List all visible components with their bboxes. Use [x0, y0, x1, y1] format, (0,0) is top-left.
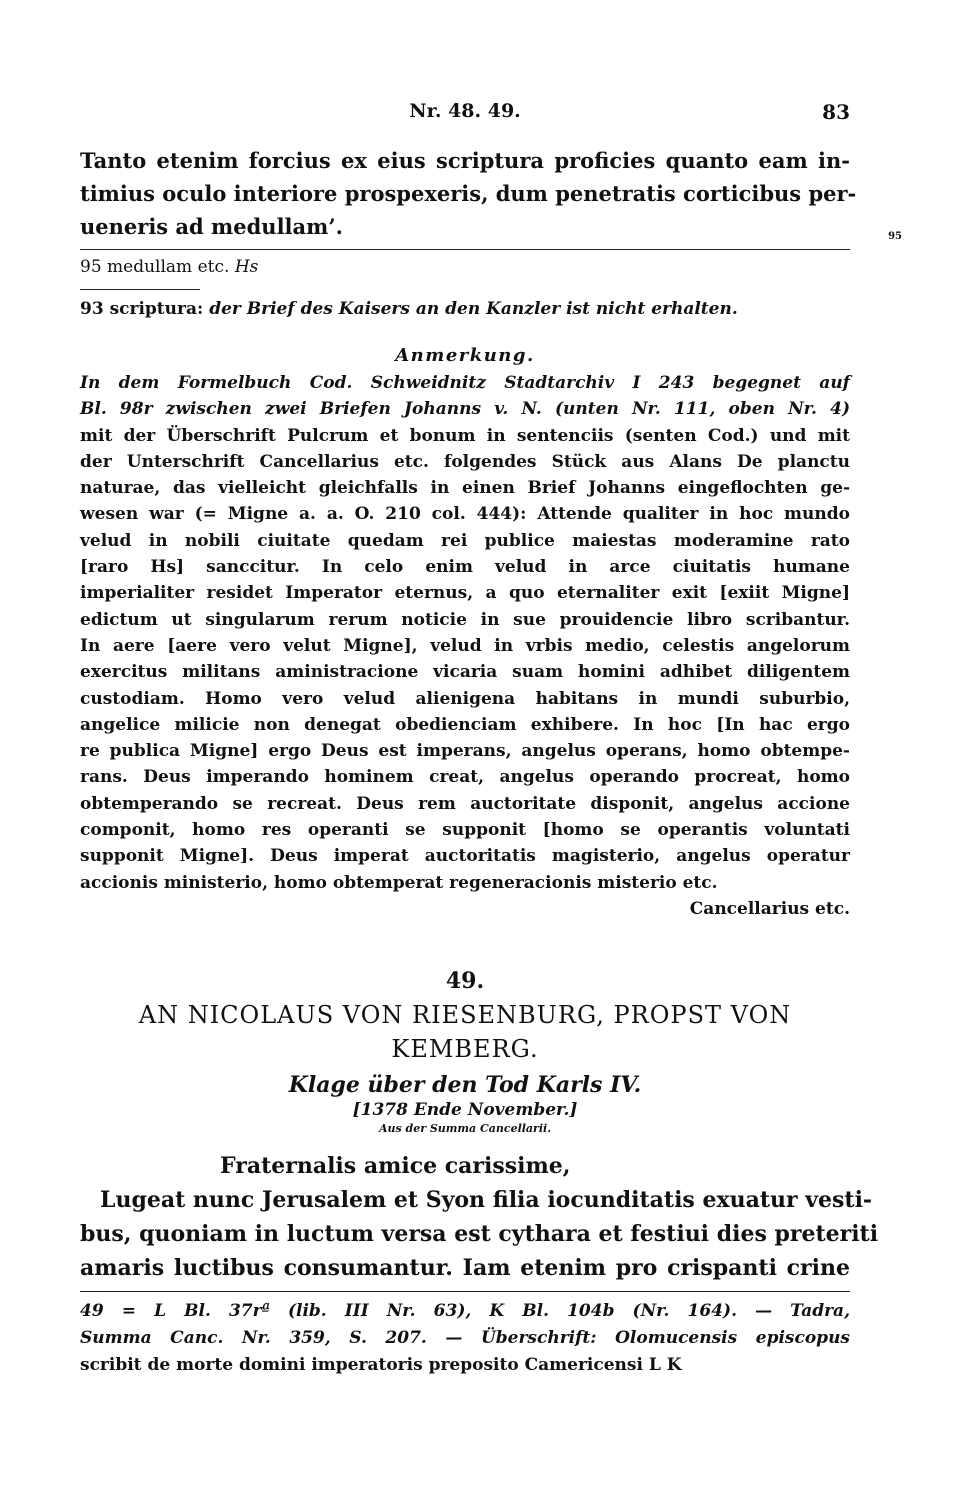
footnote-49-line: 49 = L Bl. 37rª (lib. III Nr. 63), K Bl. 104b (Nr. 164). — Tadra, — [80, 1301, 850, 1322]
anmerkung-line: custodiam. Homo vero velud alienigena habitans in mundi suburbio, — [80, 688, 850, 709]
letter-body — [80, 1183, 879, 1285]
footnote-49-line: scribit de morte domini imperatoris preposito Camericensi L K — [80, 1355, 682, 1376]
page-number: 83 — [822, 100, 850, 124]
page — [80, 100, 902, 1379]
anmerkung-line: Bl. 98r zwischen zwei Briefen Johanns v. N. (unten Nr. 111, oben Nr. 4) — [80, 399, 850, 420]
letter-title-line: AN NICOLAUS VON RIESENBURG, PROPST VON — [138, 1001, 792, 1030]
letter-line: bus, quoniam in luctum versa est cythara et festiui dies preteriti — [80, 1221, 879, 1248]
main-text-line: timius oculo interiore prospexeris, dum penetratis corticibus per- — [80, 181, 857, 206]
main-text-line: ueneris ad medullam’. — [80, 214, 343, 239]
footnote-rule — [80, 289, 200, 290]
anmerkung-closing: Cancellarius etc. — [689, 898, 850, 919]
margin-line-number: 95 — [888, 231, 902, 242]
footnote-93 — [80, 296, 850, 323]
letter-line: Lugeat nunc Jerusalem et Syon filia iocunditatis exuatur vesti- — [100, 1187, 873, 1214]
running-title: Nr. 48. 49. — [409, 100, 521, 122]
anmerkung-line: angelice milicie non denegat obedienciam exhibere. In hoc [In hac ergo — [80, 714, 850, 735]
footnote-49 — [80, 1298, 850, 1379]
footnote-93-lemma: 93 scriptura: — [80, 299, 210, 319]
letter-number: 49. — [445, 968, 485, 995]
letter-salutation: Fraternalis amice carissime, — [220, 1153, 571, 1180]
footnote-93-comment: der Brief des Kaisers an den Kanzler ist nicht erhalten. — [209, 299, 738, 319]
main-text-line: Tanto etenim forcius ex eius scriptura proficies quanto eam in- — [80, 148, 850, 173]
anmerkung-line: imperialiter residet Imperator eternus, a quo eternaliter exit [exiit Migne] — [80, 583, 850, 604]
running-header — [80, 100, 850, 134]
variant-note-siglum: Hs — [234, 257, 259, 277]
anmerkung-line: velud in nobili ciuitate quedam rei publice maiestas moderamine rato — [80, 530, 850, 551]
anmerkung-line: re publica Migne] ergo Deus est imperans, angelus operans, homo obtempe- — [80, 741, 850, 762]
anmerkung-line: In aere [aere vero velut Migne], velud in vrbis medio, celestis angelorum — [80, 635, 850, 656]
anmerkung-line: mit der Überschrift Pulcrum et bonum in sentenciis (senten Cod.) und mit — [80, 425, 850, 446]
anmerkung-heading: Anmerkung. — [395, 345, 535, 366]
footnote-rule-bottom — [80, 1291, 850, 1292]
anmerkung-line: exercitus militans aministracione vicaria suam homini adhibet diligentem — [80, 662, 850, 683]
variant-note — [80, 254, 850, 281]
variant-note-text: 95 medullam etc. — [80, 257, 235, 277]
anmerkung-line: supponit Migne]. Deus imperat auctoritatis magisterio, angelus operatur — [80, 846, 850, 867]
letter-subtitle: Klage über den Tod Karls IV. — [288, 1072, 642, 1099]
letter-line: amaris luctibus consumantur. Iam etenim pro crispanti crine — [80, 1255, 850, 1282]
anmerkung-line: wesen war (= Migne a. a. O. 210 col. 444): Attende qualiter in hoc mundo — [80, 504, 850, 525]
anmerkung-line: accionis ministerio, homo obtemperat regeneracionis misterio etc. — [80, 872, 718, 893]
letter-source: Aus der Summa Cancellarii. — [378, 1122, 552, 1136]
apparatus-rule — [80, 249, 850, 250]
footnote-49-line: Summa Canc. Nr. 359, S. 207. — Überschrift: Olomucensis episcopus — [80, 1328, 850, 1349]
anmerkung-line: edictum ut singularum rerum noticie in sue prouidencie libro scribantur. — [80, 609, 850, 630]
anmerkung-line: obtemperando se recreat. Deus rem auctoritate disponit, angelus accione — [80, 793, 850, 814]
letter-date: [1378 Ende November.] — [352, 1100, 578, 1121]
main-text — [80, 144, 902, 243]
anmerkung-line: der Unterschrift Cancellarius etc. folgendes Stück aus Alans De planctu — [80, 451, 850, 472]
anmerkung-line: naturae, das vielleicht gleichfalls in einen Brief Johanns eingeflochten ge- — [80, 478, 850, 499]
anmerkung-line: [raro Hs] sanccitur. In celo enim velud in arce ciuitatis humane — [80, 557, 850, 578]
anmerkung-line: In dem Formelbuch Cod. Schweidnitz Stadtarchiv I 243 begegnet auf — [80, 373, 850, 393]
letter-title-line: KEMBERG. — [391, 1035, 539, 1064]
anmerkung-line: componit, homo res operanti se supponit [homo se operantis voluntati — [80, 820, 850, 841]
anmerkung-line: rans. Deus imperando hominem creat, angelus operando procreat, homo — [80, 767, 850, 788]
anmerkung-body — [80, 370, 850, 922]
letter-title — [80, 998, 850, 1066]
